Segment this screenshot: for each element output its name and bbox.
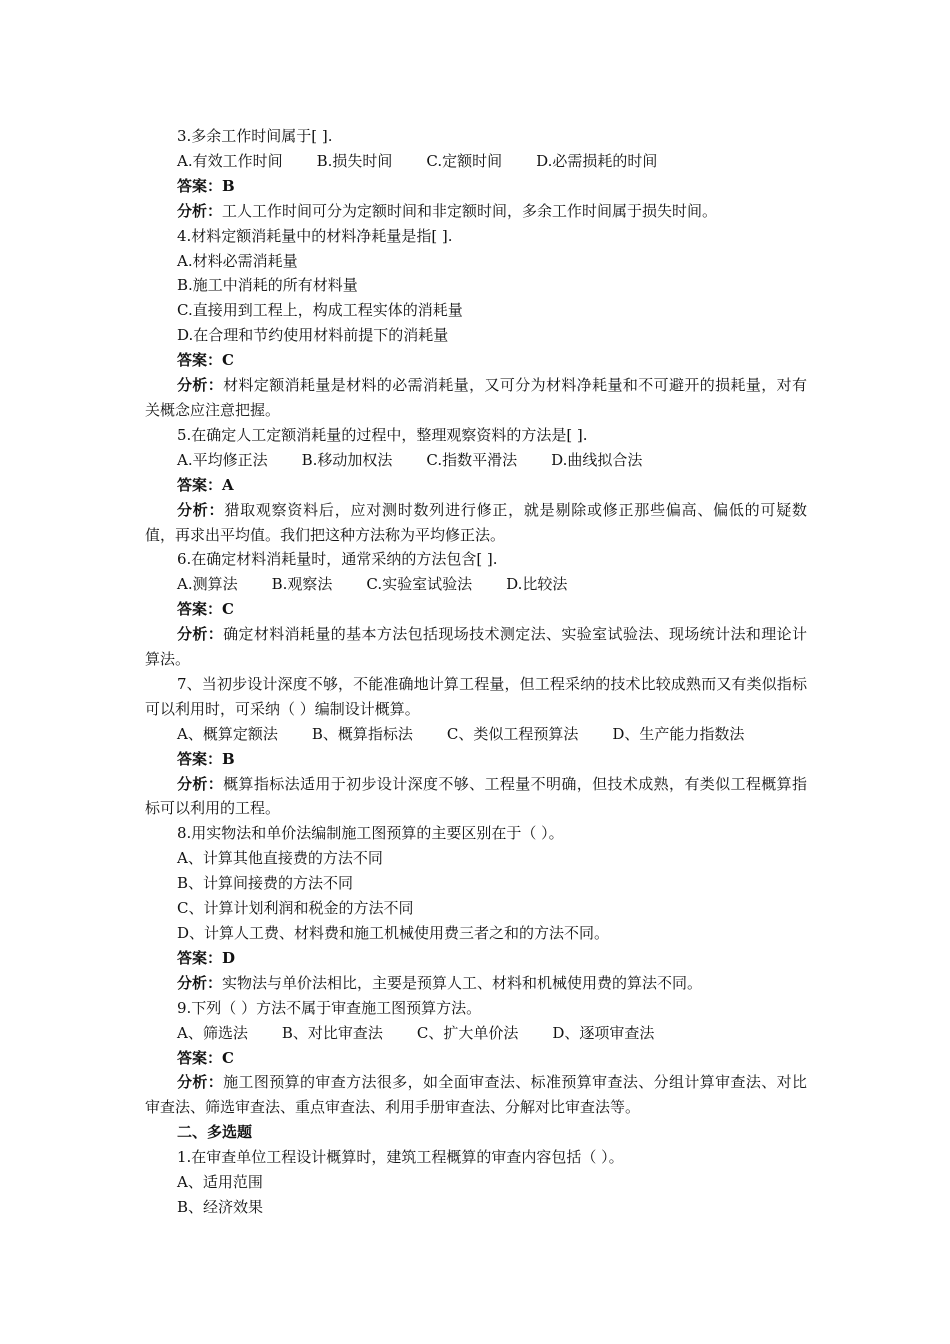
question-3-stem: 3.多余工作时间属于[ ]. bbox=[177, 127, 333, 145]
option-a: A.测算法 bbox=[177, 575, 238, 594]
option-c: C.直接用到工程上，构成工程实体的消耗量 bbox=[177, 301, 463, 320]
option-c: C、类似工程预算法 bbox=[446, 724, 579, 743]
question-7-stem: 7、当初步设计深度不够，不能准确地计算工程量，但工程采纳的技术比较成熟而又有类似指标可以利用时，可采纳（ ）编制设计概算。 bbox=[145, 674, 807, 718]
question-3-answer bbox=[145, 174, 807, 199]
question-6-analysis bbox=[145, 622, 807, 672]
analysis-label: 分析： bbox=[177, 1073, 224, 1092]
option-b: B.移动加权法 bbox=[301, 450, 393, 469]
question-8-answer bbox=[145, 946, 807, 971]
question-7-answer bbox=[145, 747, 807, 772]
question-6-answer bbox=[145, 597, 807, 622]
question-4-stem: 4.材料定额消耗量中的材料净耗量是指[ ]. bbox=[177, 226, 453, 245]
question-9-answer bbox=[145, 1046, 807, 1071]
option-a: A、概算定额法 bbox=[177, 724, 278, 743]
question-7-analysis bbox=[145, 772, 807, 822]
option-a: A.平均修正法 bbox=[177, 450, 268, 469]
analysis-text: 材料定额消耗量是材料的必需消耗量，又可分为材料净耗量和不可避开的损耗量，对有关概念应注意把握。 bbox=[145, 376, 807, 419]
document-page bbox=[145, 124, 807, 1220]
answer-label: 答案： bbox=[177, 475, 223, 494]
option-a: A.有效工作时间 bbox=[177, 151, 283, 170]
option-c: C.指数平滑法 bbox=[426, 450, 518, 469]
analysis-label: 分析： bbox=[177, 774, 224, 793]
analysis-text: 概算指标法适用于初步设计深度不够、工程量不明确，但技术成熟，有类似工程概算指标可以利用的工程。 bbox=[145, 774, 807, 818]
option-d: D.必需损耗的时间 bbox=[536, 151, 658, 170]
analysis-text: 猎取观察资料后，应对测时数列进行修正，就是剔除或修正那些偏高、偏低的可疑数值，再求出平均值。我们把这种方法称为平均修正法。 bbox=[145, 500, 807, 544]
option-b: B、经济效果 bbox=[177, 1197, 264, 1216]
option-c: C、计算计划利润和税金的方法不同 bbox=[177, 899, 414, 918]
answer-value: C bbox=[222, 600, 234, 619]
option-a: A、筛选法 bbox=[177, 1023, 248, 1042]
option-d: D、计算人工费、材料费和施工机械使用费三者之和的方法不同。 bbox=[177, 924, 610, 942]
answer-label: 答案： bbox=[177, 1048, 223, 1067]
answer-value: C bbox=[222, 1048, 234, 1067]
answer-label: 答案： bbox=[177, 351, 223, 370]
option-c: C.实验室试验法 bbox=[366, 575, 473, 594]
answer-value: C bbox=[222, 351, 234, 370]
answer-label: 答案： bbox=[177, 600, 223, 619]
option-c: C、扩大单价法 bbox=[416, 1023, 519, 1042]
answer-label: 答案： bbox=[177, 749, 223, 768]
option-d: D、生产能力指数法 bbox=[612, 724, 745, 743]
option-b: B、对比审查法 bbox=[281, 1023, 383, 1042]
answer-label: 答案： bbox=[177, 176, 223, 195]
question-8-stem: 8.用实物法和单价法编制施工图预算的主要区别在于（ ）。 bbox=[177, 824, 564, 843]
section2-question-1-stem: 1.在审查单位工程设计概算时，建筑工程概算的审查内容包括（ ）。 bbox=[177, 1148, 624, 1167]
analysis-label: 分析： bbox=[177, 376, 224, 395]
option-d: D、逐项审查法 bbox=[552, 1023, 655, 1042]
option-b: B.施工中消耗的所有材料量 bbox=[177, 276, 358, 295]
option-a: A、计算其他直接费的方法不同 bbox=[177, 849, 383, 868]
option-b: B.观察法 bbox=[271, 575, 333, 594]
answer-value: A bbox=[222, 475, 234, 494]
option-b: B、计算间接费的方法不同 bbox=[177, 874, 354, 893]
option-d: D.比较法 bbox=[506, 575, 568, 594]
question-3-options bbox=[145, 149, 807, 174]
analysis-text: 确定材料消耗量的基本方法包括现场技术测定法、实验室试验法、现场统计法和理论计算法。 bbox=[145, 625, 807, 669]
analysis-label: 分析： bbox=[177, 973, 223, 992]
question-4-answer bbox=[145, 348, 807, 373]
answer-value: B bbox=[222, 749, 235, 768]
option-d: D.在合理和节约使用材料前提下的消耗量 bbox=[177, 326, 449, 345]
question-6-stem: 6.在确定材料消耗量时，通常采纳的方法包含[ ]. bbox=[177, 550, 498, 569]
question-5-analysis bbox=[145, 498, 807, 548]
answer-label: 答案： bbox=[177, 948, 223, 967]
question-9-analysis bbox=[145, 1070, 807, 1120]
question-7-options bbox=[145, 722, 807, 747]
section-heading: 二、多选题 bbox=[177, 1123, 253, 1142]
question-9-stem: 9.下列（ ）方法不属于审查施工图预算方法。 bbox=[177, 998, 482, 1017]
option-d: D.曲线拟合法 bbox=[551, 450, 643, 469]
question-9-options bbox=[145, 1021, 807, 1046]
option-c: C.定额时间 bbox=[426, 151, 503, 170]
option-b: B、概算指标法 bbox=[311, 724, 413, 743]
question-6-options bbox=[145, 572, 807, 597]
question-3-analysis bbox=[145, 199, 807, 224]
analysis-text: 施工图预算的审查方法很多，如全面审查法、标准预算审查法、分组计算审查法、对比审查法、筛选审查法、重点审查法、利用手册审查法、分解对比审查法等。 bbox=[145, 1073, 807, 1117]
answer-value: B bbox=[222, 176, 235, 195]
question-4-analysis bbox=[145, 373, 807, 423]
analysis-label: 分析： bbox=[177, 201, 223, 220]
option-a: A.材料必需消耗量 bbox=[177, 251, 298, 270]
question-5-stem: 5.在确定人工定额消耗量的过程中，整理观察资料的方法是[ ]. bbox=[177, 425, 588, 444]
analysis-label: 分析： bbox=[177, 500, 225, 519]
analysis-label: 分析： bbox=[177, 625, 224, 644]
question-5-answer bbox=[145, 473, 807, 498]
answer-value: D bbox=[222, 948, 236, 967]
analysis-text: 实物法与单价法相比，主要是预算人工、材料和机械使用费的算法不同。 bbox=[222, 973, 703, 992]
option-b: B.损失时间 bbox=[316, 151, 393, 170]
question-8-analysis bbox=[145, 971, 807, 996]
question-5-options bbox=[145, 448, 807, 473]
analysis-text: 工人工作时间可分为定额时间和非定额时间，多余工作时间属于损失时间。 bbox=[222, 201, 718, 220]
option-a: A、适用范围 bbox=[177, 1173, 263, 1192]
